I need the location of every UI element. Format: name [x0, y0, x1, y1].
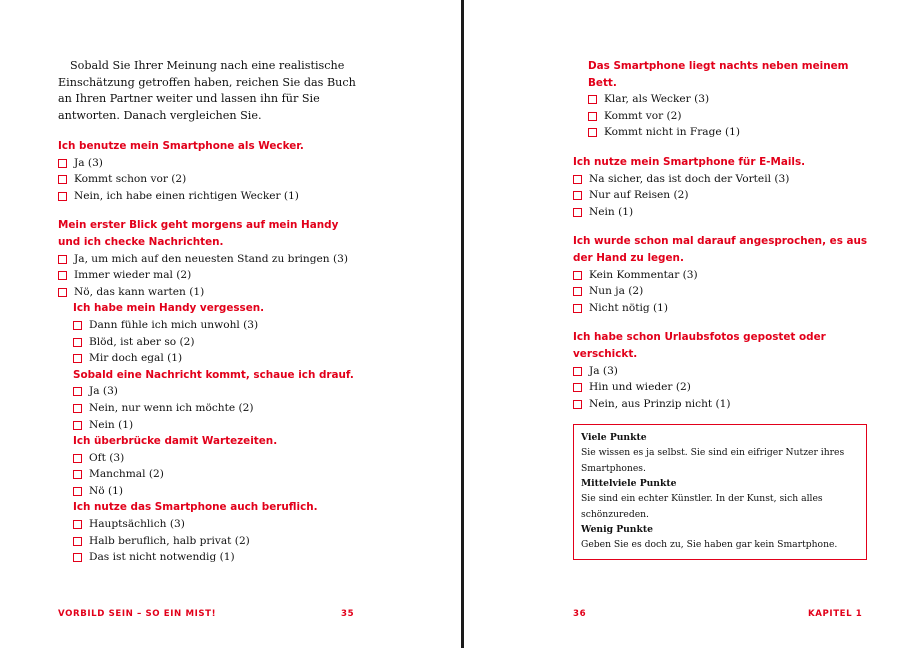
answer-label: Nein, aus Prinzip nicht (1): [589, 397, 731, 410]
answer-option[interactable]: [58, 267, 358, 284]
answer-option[interactable]: [573, 396, 873, 413]
answer-option[interactable]: [573, 267, 873, 284]
checkbox-icon[interactable]: [73, 553, 82, 562]
question-block: [573, 329, 873, 412]
question-block: [58, 138, 358, 204]
checkbox-icon[interactable]: [588, 112, 597, 121]
right-page-number: 36: [573, 609, 587, 619]
answer-option[interactable]: [73, 483, 358, 500]
checkbox-icon[interactable]: [573, 383, 582, 392]
checkbox-icon[interactable]: [73, 338, 82, 347]
answer-label: Nicht nötig (1): [589, 301, 669, 314]
answer-option[interactable]: [573, 171, 873, 188]
answer-label: Nö (1): [89, 484, 124, 497]
answer-option[interactable]: [73, 383, 358, 400]
checkbox-icon[interactable]: [573, 271, 582, 280]
answer-options: [58, 251, 358, 301]
answer-label: Mir doch egal (1): [89, 352, 183, 365]
answer-option[interactable]: [58, 171, 358, 188]
checkbox-icon[interactable]: [58, 271, 67, 280]
left-footer-title: VORBILD SEIN – SO EIN MIST!: [58, 609, 217, 619]
answer-option[interactable]: [73, 516, 358, 533]
checkbox-icon[interactable]: [573, 208, 582, 217]
answer-options: [573, 171, 873, 221]
answer-option[interactable]: [588, 91, 873, 108]
question-heading: Ich nutze das Smartphone auch beruflich.: [73, 501, 318, 514]
answer-label: Ja (3): [74, 156, 103, 169]
answer-option[interactable]: [73, 549, 358, 566]
answer-label: Kommt schon vor (2): [74, 173, 187, 186]
checkbox-icon[interactable]: [73, 520, 82, 529]
checkbox-icon[interactable]: [58, 159, 67, 168]
checkbox-icon[interactable]: [588, 128, 597, 137]
answer-label: Kommt nicht in Frage (1): [604, 126, 741, 139]
answer-label: Nur auf Reisen (2): [589, 189, 689, 202]
answer-label: Nun ja (2): [589, 285, 644, 298]
checkbox-icon[interactable]: [573, 400, 582, 409]
answer-label: Klar, als Wecker (3): [604, 93, 710, 106]
result-text: Sie sind ein echter Künstler. In der Kunst, sich alles schönzureden.: [581, 493, 823, 520]
question-heading: Sobald eine Nachricht kommt, schaue ich drauf.: [73, 368, 354, 381]
checkbox-icon[interactable]: [73, 537, 82, 546]
answer-option[interactable]: [73, 417, 358, 434]
answer-label: Hin und wieder (2): [589, 381, 691, 394]
checkbox-icon[interactable]: [73, 421, 82, 430]
question-block: [573, 58, 873, 141]
checkbox-icon[interactable]: [73, 321, 82, 330]
checkbox-icon[interactable]: [573, 191, 582, 200]
answer-label: Nö, das kann warten (1): [74, 285, 205, 298]
answer-options: [573, 363, 873, 413]
question-block: [58, 300, 358, 366]
answer-options: [73, 317, 358, 367]
answer-label: Ja (3): [589, 364, 618, 377]
right-page-content: [573, 58, 873, 560]
question-heading: Ich benutze mein Smartphone als Wecker.: [58, 140, 304, 152]
checkbox-icon[interactable]: [73, 404, 82, 413]
answer-option[interactable]: [573, 379, 873, 396]
question-block: [573, 233, 873, 316]
answer-option[interactable]: [73, 450, 358, 467]
question-block: [573, 154, 873, 220]
left-questionnaire: [58, 138, 358, 566]
checkbox-icon[interactable]: [573, 175, 582, 184]
answer-options: [73, 516, 358, 566]
left-page-number: 35: [341, 609, 355, 619]
answer-options: [573, 267, 873, 317]
result-title: Mittelviele Punkte: [581, 478, 677, 490]
result-title: Wenig Punkte: [581, 524, 653, 536]
answer-label: Nein, ich habe einen richtigen Wecker (1): [74, 189, 299, 202]
question-heading: Ich habe schon Urlaubsfotos gepostet oder verschickt.: [573, 331, 826, 360]
question-heading: Ich nutze mein Smartphone für E-Mails.: [573, 155, 806, 168]
results-box: [573, 424, 867, 560]
answer-label: Ja, um mich auf den neuesten Stand zu bringen (3): [74, 252, 348, 265]
answer-label: Blöd, ist aber so (2): [89, 335, 195, 348]
answer-option[interactable]: [58, 155, 358, 172]
question-heading: Ich habe mein Handy vergessen.: [73, 302, 265, 315]
answer-option[interactable]: [573, 300, 873, 317]
question-heading: Ich wurde schon mal darauf angesprochen, es aus der Hand zu legen.: [573, 235, 868, 264]
answer-option[interactable]: [73, 350, 358, 367]
answer-label: Nein, nur wenn ich möchte (2): [89, 401, 254, 414]
checkbox-icon[interactable]: [573, 304, 582, 313]
answer-option[interactable]: [58, 188, 358, 205]
answer-label: Kommt vor (2): [604, 109, 682, 122]
answer-option[interactable]: [588, 124, 873, 141]
checkbox-icon[interactable]: [573, 287, 582, 296]
checkbox-icon[interactable]: [573, 367, 582, 376]
answer-label: Nein (1): [589, 205, 634, 218]
answer-options: [73, 383, 358, 433]
answer-label: Kein Kommentar (3): [589, 268, 698, 281]
answer-option[interactable]: [73, 466, 358, 483]
answer-label: Dann fühle ich mich unwohl (3): [89, 318, 259, 331]
checkbox-icon[interactable]: [73, 454, 82, 463]
right-questionnaire: [573, 58, 873, 412]
answer-option[interactable]: [73, 533, 358, 550]
answer-option[interactable]: [73, 400, 358, 417]
answer-option[interactable]: [573, 187, 873, 204]
result-text: Sie wissen es ja selbst. Sie sind ein eifriger Nutzer ihres Smartphones.: [581, 447, 845, 474]
result-title: Viele Punkte: [581, 432, 647, 444]
checkbox-icon[interactable]: [73, 354, 82, 363]
answer-option[interactable]: [573, 204, 873, 221]
checkbox-icon[interactable]: [588, 95, 597, 104]
answer-option[interactable]: [588, 108, 873, 125]
right-footer-title: KAPITEL 1: [808, 609, 863, 619]
checkbox-icon[interactable]: [58, 192, 67, 201]
answer-label: Oft (3): [89, 451, 125, 464]
answer-option[interactable]: [58, 251, 358, 268]
answer-label: Das ist nicht notwendig (1): [89, 551, 235, 564]
answer-option[interactable]: [73, 334, 358, 351]
answer-option[interactable]: [73, 317, 358, 334]
checkbox-icon[interactable]: [73, 387, 82, 396]
answer-option[interactable]: [573, 363, 873, 380]
question-heading: Mein erster Blick geht morgens auf mein Handy und ich checke Nachrichten.: [58, 219, 339, 248]
answer-option[interactable]: [58, 284, 358, 301]
answer-label: Na sicher, das ist doch der Vorteil (3): [589, 172, 790, 185]
question-heading: Ich überbrücke damit Wartezeiten.: [73, 435, 278, 448]
question-heading: Das Smartphone liegt nachts neben meinem Bett.: [588, 60, 849, 89]
answer-label: Manchmal (2): [89, 468, 164, 481]
checkbox-icon[interactable]: [73, 470, 82, 479]
answer-label: Hauptsächlich (3): [89, 518, 185, 531]
checkbox-icon[interactable]: [73, 487, 82, 496]
answer-label: Immer wieder mal (2): [74, 269, 192, 282]
checkbox-icon[interactable]: [58, 288, 67, 297]
result-text: Geben Sie es doch zu, Sie haben gar kein Smartphone.: [581, 539, 838, 551]
intro-paragraph: [58, 58, 358, 124]
answer-label: Halb beruflich, halb privat (2): [89, 534, 250, 547]
answer-options: [73, 450, 358, 500]
question-block: [58, 499, 358, 565]
answer-options: [58, 155, 358, 205]
question-block: [58, 217, 358, 300]
checkbox-icon[interactable]: [58, 175, 67, 184]
answer-options: [588, 91, 873, 141]
answer-label: Ja (3): [89, 385, 118, 398]
answer-option[interactable]: [573, 283, 873, 300]
question-block: [58, 433, 358, 499]
intro-text: Sobald Sie Ihrer Meinung nach eine realistische Einschätzung getroffen haben, reichen Sie das Buch an Ihren Partner weiter und lassen ihn für Sie antworten. Danach vergleichen Sie.: [58, 59, 356, 122]
answer-label: Nein (1): [89, 418, 134, 431]
checkbox-icon[interactable]: [58, 255, 67, 264]
left-page-content: [58, 58, 358, 566]
question-block: [58, 367, 358, 433]
